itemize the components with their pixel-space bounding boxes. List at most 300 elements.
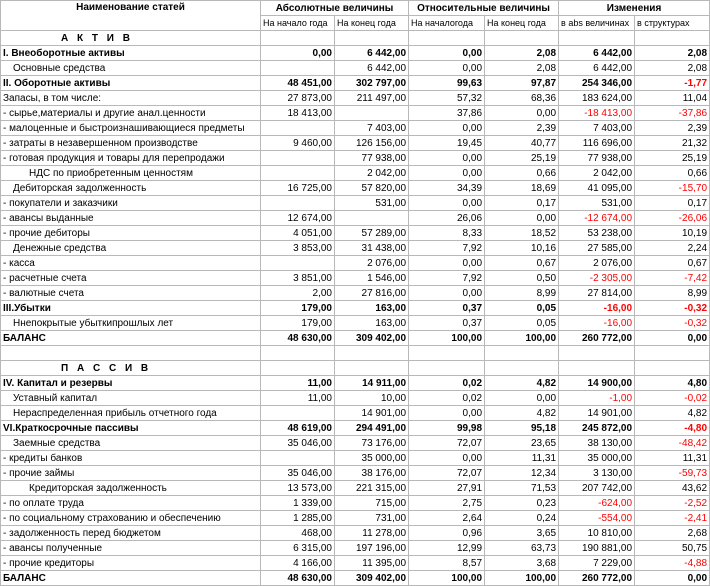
value-abs-start: 179,00 — [261, 316, 335, 331]
header-change-structure: в структурах — [635, 16, 710, 31]
value-abs-end: 77 938,00 — [335, 151, 409, 166]
value-abs-start: 35 046,00 — [261, 436, 335, 451]
value-change-abs: 41 095,00 — [559, 181, 635, 196]
value-abs-end: 14 911,00 — [335, 376, 409, 391]
value-change-structure: 2,68 — [635, 526, 710, 541]
value-change-structure: 0,67 — [635, 256, 710, 271]
value-rel-start: 0,00 — [409, 46, 485, 61]
value-rel-end: 0,67 — [485, 256, 559, 271]
empty-cell — [1, 346, 261, 361]
value-change-abs: 7 229,00 — [559, 556, 635, 571]
value-rel-start: 0,00 — [409, 256, 485, 271]
value-abs-end: 309 402,00 — [335, 331, 409, 346]
row-label: - расчетные счета — [1, 271, 261, 286]
row-label: - авансы выданные — [1, 211, 261, 226]
empty-cell — [485, 361, 559, 376]
value-abs-end: 163,00 — [335, 301, 409, 316]
value-rel-start: 0,00 — [409, 286, 485, 301]
row-label: - покупатели и заказчики — [1, 196, 261, 211]
row-label: VI.Краткосрочные пассивы — [1, 421, 261, 436]
value-abs-start — [261, 151, 335, 166]
value-abs-start: 4 051,00 — [261, 226, 335, 241]
value-abs-end: 211 497,00 — [335, 91, 409, 106]
empty-cell — [409, 31, 485, 46]
table-row — [1, 316, 710, 331]
value-abs-start — [261, 256, 335, 271]
value-rel-end: 100,00 — [485, 571, 559, 586]
value-abs-end: 531,00 — [335, 196, 409, 211]
value-change-abs: 260 772,00 — [559, 571, 635, 586]
value-abs-start: 12 674,00 — [261, 211, 335, 226]
value-abs-start — [261, 61, 335, 76]
table-row — [1, 106, 710, 121]
row-label: - готовая продукция и товары для перепродажи — [1, 151, 261, 166]
value-abs-start: 48 451,00 — [261, 76, 335, 91]
table-body — [1, 31, 710, 586]
value-change-structure: -0,02 — [635, 391, 710, 406]
header-absolute-values: Абсолютные величины — [261, 1, 409, 16]
value-rel-end: 18,69 — [485, 181, 559, 196]
value-change-structure: 0,66 — [635, 166, 710, 181]
value-change-structure: -1,77 — [635, 76, 710, 91]
header-row-groups — [1, 1, 710, 16]
value-abs-end: 1 546,00 — [335, 271, 409, 286]
value-rel-start: 12,99 — [409, 541, 485, 556]
value-rel-end: 0,05 — [485, 316, 559, 331]
value-rel-start: 0,00 — [409, 61, 485, 76]
value-change-structure: 25,19 — [635, 151, 710, 166]
row-label: Дебиторская задолженность — [1, 181, 261, 196]
value-change-abs: 10 810,00 — [559, 526, 635, 541]
value-abs-end: 27 816,00 — [335, 286, 409, 301]
value-change-abs: -624,00 — [559, 496, 635, 511]
value-change-abs: -2 305,00 — [559, 271, 635, 286]
value-change-structure: -37,86 — [635, 106, 710, 121]
value-change-structure: -2,41 — [635, 511, 710, 526]
table-row — [1, 211, 710, 226]
row-label: Запасы, в том числе: — [1, 91, 261, 106]
table-row — [1, 466, 710, 481]
value-rel-end: 11,31 — [485, 451, 559, 466]
value-rel-end: 0,00 — [485, 106, 559, 121]
value-rel-end: 68,36 — [485, 91, 559, 106]
value-abs-end: 221 315,00 — [335, 481, 409, 496]
value-abs-end: 2 042,00 — [335, 166, 409, 181]
value-rel-end: 12,34 — [485, 466, 559, 481]
empty-cell — [261, 31, 335, 46]
table-row — [1, 121, 710, 136]
value-change-structure: 50,75 — [635, 541, 710, 556]
table-row — [1, 451, 710, 466]
table-row — [1, 271, 710, 286]
value-abs-end: 38 176,00 — [335, 466, 409, 481]
value-rel-end: 71,53 — [485, 481, 559, 496]
value-rel-end: 95,18 — [485, 421, 559, 436]
empty-cell — [335, 361, 409, 376]
spacer-row — [1, 346, 710, 361]
row-label: Денежные средства — [1, 241, 261, 256]
value-change-abs: -554,00 — [559, 511, 635, 526]
value-change-abs: 6 442,00 — [559, 46, 635, 61]
value-abs-start: 16 725,00 — [261, 181, 335, 196]
value-rel-start: 27,91 — [409, 481, 485, 496]
value-change-structure: 4,80 — [635, 376, 710, 391]
row-label: БАЛАНС — [1, 571, 261, 586]
empty-cell — [559, 361, 635, 376]
value-change-abs: -16,00 — [559, 301, 635, 316]
value-rel-start: 100,00 — [409, 571, 485, 586]
value-rel-start: 2,64 — [409, 511, 485, 526]
value-abs-end: 35 000,00 — [335, 451, 409, 466]
value-change-abs: 53 238,00 — [559, 226, 635, 241]
value-rel-end: 2,08 — [485, 61, 559, 76]
value-change-structure: 8,99 — [635, 286, 710, 301]
empty-cell — [635, 31, 710, 46]
value-change-abs: 3 130,00 — [559, 466, 635, 481]
value-change-structure: -4,88 — [635, 556, 710, 571]
value-abs-end: 73 176,00 — [335, 436, 409, 451]
value-abs-start: 6 315,00 — [261, 541, 335, 556]
value-abs-end: 11 395,00 — [335, 556, 409, 571]
empty-cell — [335, 31, 409, 46]
value-abs-end: 294 491,00 — [335, 421, 409, 436]
value-rel-start: 0,02 — [409, 391, 485, 406]
value-rel-end: 63,73 — [485, 541, 559, 556]
value-rel-start: 2,75 — [409, 496, 485, 511]
value-rel-start: 0,37 — [409, 301, 485, 316]
value-change-abs: 27 814,00 — [559, 286, 635, 301]
section-header-row — [1, 31, 710, 46]
row-label: - авансы полученные — [1, 541, 261, 556]
value-abs-end: 31 438,00 — [335, 241, 409, 256]
value-rel-end: 23,65 — [485, 436, 559, 451]
value-abs-start: 11,00 — [261, 376, 335, 391]
value-abs-end: 302 797,00 — [335, 76, 409, 91]
value-change-abs: 207 742,00 — [559, 481, 635, 496]
table-row — [1, 196, 710, 211]
value-rel-end: 0,17 — [485, 196, 559, 211]
value-abs-start: 9 460,00 — [261, 136, 335, 151]
value-rel-start: 34,39 — [409, 181, 485, 196]
header-item-name: Наименование статей — [1, 1, 261, 31]
value-abs-start: 1 339,00 — [261, 496, 335, 511]
row-label: НДС по приобретенным ценностям — [1, 166, 261, 181]
row-label: - сырье,материалы и другие анал.ценности — [1, 106, 261, 121]
value-abs-start: 179,00 — [261, 301, 335, 316]
empty-cell — [261, 346, 335, 361]
value-abs-start: 4 166,00 — [261, 556, 335, 571]
value-rel-end: 3,65 — [485, 526, 559, 541]
table-row — [1, 91, 710, 106]
header-rel-end: На конец года — [485, 16, 559, 31]
value-rel-end: 40,77 — [485, 136, 559, 151]
row-label: Основные средства — [1, 61, 261, 76]
value-change-structure: -15,70 — [635, 181, 710, 196]
value-abs-start: 3 851,00 — [261, 271, 335, 286]
value-rel-start: 0,96 — [409, 526, 485, 541]
table-row — [1, 571, 710, 586]
value-change-abs: 245 872,00 — [559, 421, 635, 436]
value-change-abs: -16,00 — [559, 316, 635, 331]
table-row — [1, 151, 710, 166]
table-row — [1, 166, 710, 181]
value-change-abs: 38 130,00 — [559, 436, 635, 451]
row-label: III.Убытки — [1, 301, 261, 316]
value-abs-end: 2 076,00 — [335, 256, 409, 271]
value-change-structure: 0,00 — [635, 571, 710, 586]
value-change-abs: -1,00 — [559, 391, 635, 406]
table-row — [1, 421, 710, 436]
value-change-abs: 7 403,00 — [559, 121, 635, 136]
table-row — [1, 541, 710, 556]
value-rel-start: 0,00 — [409, 451, 485, 466]
value-rel-end: 10,16 — [485, 241, 559, 256]
value-rel-start: 8,33 — [409, 226, 485, 241]
value-rel-end: 18,52 — [485, 226, 559, 241]
section-title: П А С С И В — [1, 361, 261, 376]
row-label: Кредиторская задолженность — [1, 481, 261, 496]
value-abs-start — [261, 196, 335, 211]
value-change-abs: 531,00 — [559, 196, 635, 211]
empty-cell — [409, 346, 485, 361]
table-row — [1, 181, 710, 196]
table-row — [1, 226, 710, 241]
value-rel-start: 0,00 — [409, 151, 485, 166]
row-label: - прочие дебиторы — [1, 226, 261, 241]
value-abs-start: 1 285,00 — [261, 511, 335, 526]
value-rel-end: 25,19 — [485, 151, 559, 166]
table-row — [1, 496, 710, 511]
value-rel-end: 2,39 — [485, 121, 559, 136]
value-change-structure: 11,04 — [635, 91, 710, 106]
empty-cell — [409, 361, 485, 376]
value-change-abs: 35 000,00 — [559, 451, 635, 466]
value-rel-start: 0,00 — [409, 196, 485, 211]
value-change-abs: 77 938,00 — [559, 151, 635, 166]
value-change-structure: 2,24 — [635, 241, 710, 256]
value-rel-end: 0,00 — [485, 391, 559, 406]
value-rel-end: 97,87 — [485, 76, 559, 91]
value-change-structure: -4,80 — [635, 421, 710, 436]
value-change-abs: 183 624,00 — [559, 91, 635, 106]
value-change-abs: 260 772,00 — [559, 331, 635, 346]
header-relative-values: Относительные величины — [409, 1, 559, 16]
row-label: I. Внеоборотные активы — [1, 46, 261, 61]
value-abs-end: 10,00 — [335, 391, 409, 406]
value-abs-end: 57 820,00 — [335, 181, 409, 196]
value-rel-start: 7,92 — [409, 241, 485, 256]
value-rel-start: 19,45 — [409, 136, 485, 151]
row-label: БАЛАНС — [1, 331, 261, 346]
value-rel-start: 0,00 — [409, 166, 485, 181]
value-abs-start: 48 630,00 — [261, 571, 335, 586]
value-abs-end: 6 442,00 — [335, 61, 409, 76]
value-change-structure: -7,42 — [635, 271, 710, 286]
row-label: - по социальному страхованию и обеспечению — [1, 511, 261, 526]
value-abs-end: 14 901,00 — [335, 406, 409, 421]
value-change-abs: 2 042,00 — [559, 166, 635, 181]
value-change-abs: 2 076,00 — [559, 256, 635, 271]
table-row — [1, 256, 710, 271]
value-abs-start: 3 853,00 — [261, 241, 335, 256]
value-change-structure: 4,82 — [635, 406, 710, 421]
value-abs-start: 48 619,00 — [261, 421, 335, 436]
header-rel-start: На началогода — [409, 16, 485, 31]
section-title: А К Т И В — [1, 31, 261, 46]
value-change-structure: -26,06 — [635, 211, 710, 226]
value-rel-start: 100,00 — [409, 331, 485, 346]
row-label: - малоценные и быстроизнашивающиеся предметы — [1, 121, 261, 136]
value-abs-end: 6 442,00 — [335, 46, 409, 61]
empty-cell — [335, 346, 409, 361]
value-rel-end: 2,08 — [485, 46, 559, 61]
value-abs-end: 163,00 — [335, 316, 409, 331]
row-label: - валютные счета — [1, 286, 261, 301]
value-abs-start: 468,00 — [261, 526, 335, 541]
value-rel-start: 37,86 — [409, 106, 485, 121]
value-abs-end: 7 403,00 — [335, 121, 409, 136]
value-abs-end: 11 278,00 — [335, 526, 409, 541]
value-rel-end: 3,68 — [485, 556, 559, 571]
value-change-abs: 14 901,00 — [559, 406, 635, 421]
value-rel-end: 0,05 — [485, 301, 559, 316]
header-abs-end: На конец года — [335, 16, 409, 31]
value-change-structure: -2,52 — [635, 496, 710, 511]
table-row — [1, 436, 710, 451]
value-rel-start: 72,07 — [409, 466, 485, 481]
table-row — [1, 286, 710, 301]
value-abs-start — [261, 451, 335, 466]
value-rel-start: 0,00 — [409, 121, 485, 136]
value-change-structure: 2,08 — [635, 46, 710, 61]
value-change-structure: 2,08 — [635, 61, 710, 76]
row-label: IV. Капитал и резервы — [1, 376, 261, 391]
value-rel-end: 0,50 — [485, 271, 559, 286]
row-label: - задолженность перед бюджетом — [1, 526, 261, 541]
empty-cell — [485, 346, 559, 361]
row-label: II. Оборотные активы — [1, 76, 261, 91]
value-rel-end: 8,99 — [485, 286, 559, 301]
row-label: - затраты в незавершенном производстве — [1, 136, 261, 151]
value-rel-start: 0,02 — [409, 376, 485, 391]
table-row — [1, 46, 710, 61]
row-label: Уставный капитал — [1, 391, 261, 406]
value-abs-end: 715,00 — [335, 496, 409, 511]
value-abs-end: 309 402,00 — [335, 571, 409, 586]
value-abs-end — [335, 106, 409, 121]
value-rel-start: 7,92 — [409, 271, 485, 286]
value-change-abs: 6 442,00 — [559, 61, 635, 76]
table-row — [1, 136, 710, 151]
empty-cell — [261, 361, 335, 376]
value-change-structure: 2,39 — [635, 121, 710, 136]
value-abs-start: 13 573,00 — [261, 481, 335, 496]
value-change-abs: -18 413,00 — [559, 106, 635, 121]
value-change-abs: 254 346,00 — [559, 76, 635, 91]
value-abs-end: 197 196,00 — [335, 541, 409, 556]
value-change-structure: 43,62 — [635, 481, 710, 496]
value-abs-start: 18 413,00 — [261, 106, 335, 121]
value-rel-end: 0,66 — [485, 166, 559, 181]
value-change-abs: -12 674,00 — [559, 211, 635, 226]
value-rel-start: 99,63 — [409, 76, 485, 91]
table-row — [1, 376, 710, 391]
row-label: - прочие кредиторы — [1, 556, 261, 571]
value-abs-end: 731,00 — [335, 511, 409, 526]
row-label: - по оплате труда — [1, 496, 261, 511]
value-abs-start: 11,00 — [261, 391, 335, 406]
value-change-structure: 10,19 — [635, 226, 710, 241]
table-row — [1, 511, 710, 526]
row-label: Нераспределенная прибыль отчетного года — [1, 406, 261, 421]
value-change-abs: 27 585,00 — [559, 241, 635, 256]
row-label: - кредиты банков — [1, 451, 261, 466]
value-rel-start: 99,98 — [409, 421, 485, 436]
value-change-abs: 14 900,00 — [559, 376, 635, 391]
table-row — [1, 481, 710, 496]
value-abs-start — [261, 406, 335, 421]
header-abs-start: На начало года — [261, 16, 335, 31]
value-rel-end: 4,82 — [485, 406, 559, 421]
row-label: - касса — [1, 256, 261, 271]
header-change-abs: в abs величинах — [559, 16, 635, 31]
value-abs-start: 27 873,00 — [261, 91, 335, 106]
row-label: Ннепокрытые убыткипрошлых лет — [1, 316, 261, 331]
value-change-abs: 116 696,00 — [559, 136, 635, 151]
value-rel-start: 26,06 — [409, 211, 485, 226]
value-abs-start — [261, 121, 335, 136]
table-row — [1, 556, 710, 571]
table-row — [1, 391, 710, 406]
value-rel-start: 72,07 — [409, 436, 485, 451]
value-rel-end: 4,82 — [485, 376, 559, 391]
value-rel-start: 0,37 — [409, 316, 485, 331]
value-change-structure: -0,32 — [635, 316, 710, 331]
value-change-structure: 0,17 — [635, 196, 710, 211]
value-abs-start: 35 046,00 — [261, 466, 335, 481]
value-rel-start: 0,00 — [409, 406, 485, 421]
value-rel-end: 0,23 — [485, 496, 559, 511]
empty-cell — [635, 361, 710, 376]
row-label: Заемные средства — [1, 436, 261, 451]
value-abs-start: 0,00 — [261, 46, 335, 61]
value-change-structure: 11,31 — [635, 451, 710, 466]
value-change-structure: 0,00 — [635, 331, 710, 346]
value-rel-end: 100,00 — [485, 331, 559, 346]
empty-cell — [559, 346, 635, 361]
value-abs-start: 2,00 — [261, 286, 335, 301]
value-abs-start: 48 630,00 — [261, 331, 335, 346]
value-rel-start: 57,32 — [409, 91, 485, 106]
section-header-row — [1, 361, 710, 376]
table-row — [1, 241, 710, 256]
table-row — [1, 406, 710, 421]
table-row — [1, 61, 710, 76]
header-changes: Изменения — [559, 1, 710, 16]
value-change-abs: 190 881,00 — [559, 541, 635, 556]
value-change-structure: -48,42 — [635, 436, 710, 451]
empty-cell — [559, 31, 635, 46]
table-row — [1, 76, 710, 91]
row-label: - прочие займы — [1, 466, 261, 481]
table-row — [1, 526, 710, 541]
value-abs-start — [261, 166, 335, 181]
value-rel-start: 8,57 — [409, 556, 485, 571]
value-change-structure: -0,32 — [635, 301, 710, 316]
value-abs-end: 57 289,00 — [335, 226, 409, 241]
value-abs-end — [335, 211, 409, 226]
value-rel-end: 0,24 — [485, 511, 559, 526]
